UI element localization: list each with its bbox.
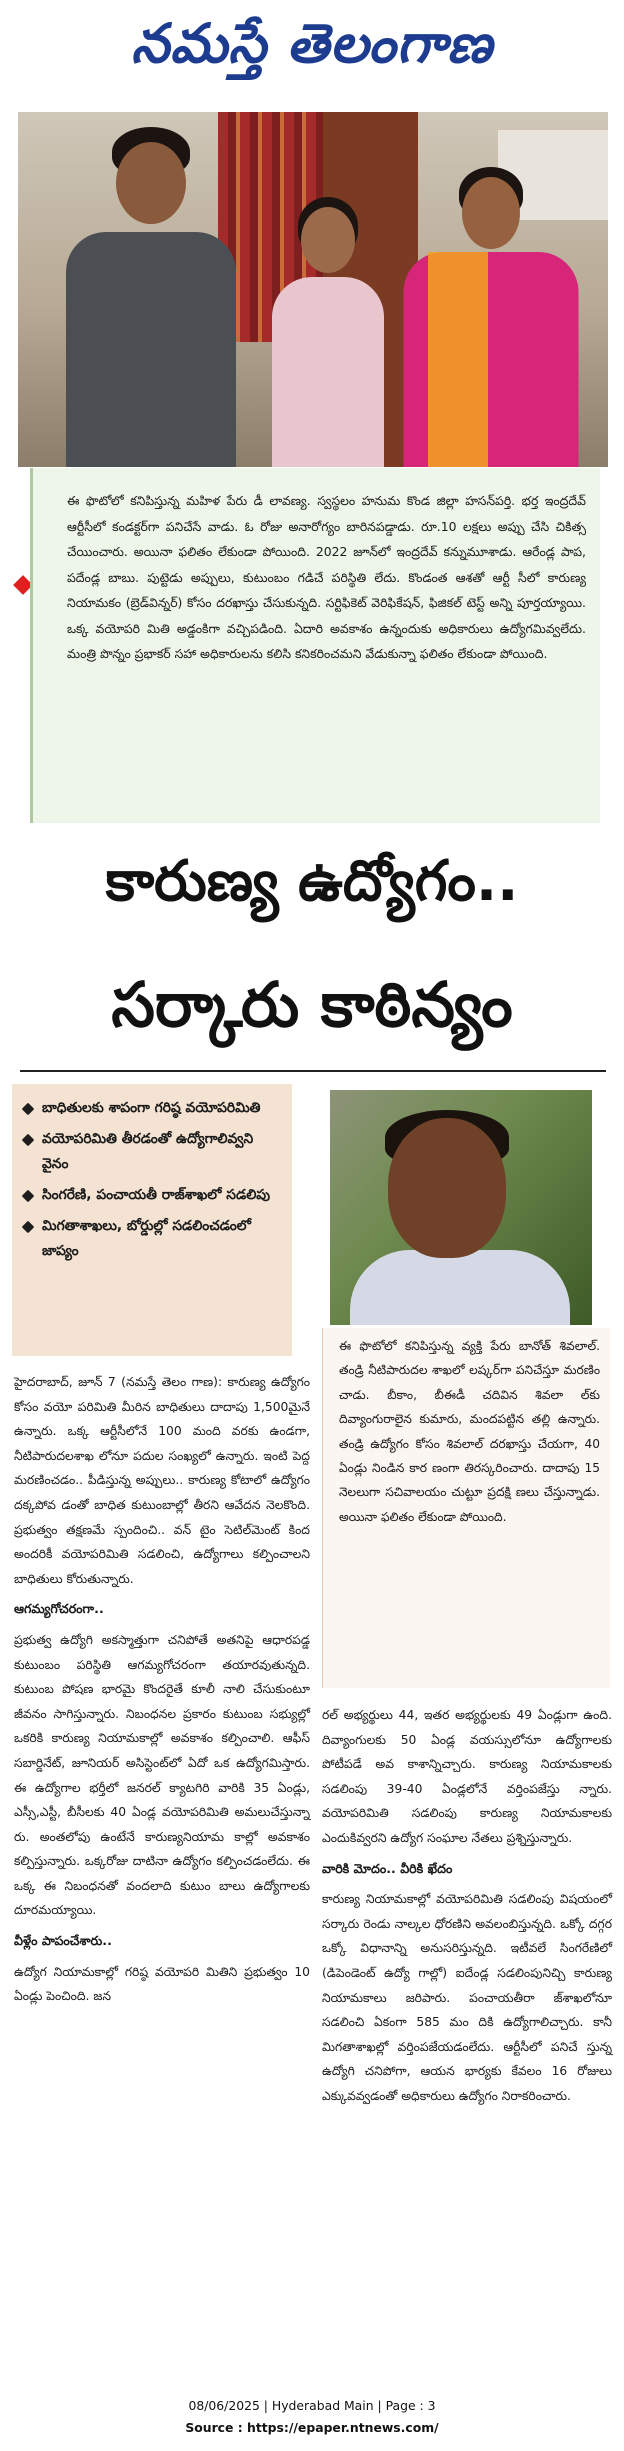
photo-person-woman	[403, 167, 578, 467]
source-link[interactable]: Source : https://epaper.ntnews.com/	[185, 2420, 439, 2435]
edition-info: 08/06/2025 | Hyderabad Main | Page : 3	[188, 2398, 436, 2413]
square-bullet-icon	[22, 1103, 35, 1116]
article-paragraph: ఉద్యోగ నియామకాల్లో గరిష్ఠ వయోపరి మితిని ప్రభుత్వం 10 ఏండ్లు పెంచింది. జన	[14, 1964, 310, 2004]
square-bullet-icon	[22, 1221, 35, 1234]
headline-line-1: కారుణ్య ఉద్యోగం..	[105, 849, 519, 914]
photo-person-girl	[268, 197, 388, 467]
highlight-item: సింగరేణి, పంచాయతీ రాజ్‌శాఖలో సడలిపు	[22, 1183, 282, 1208]
article-paragraph: ప్రభుత్వ ఉద్యోగి అకస్మాత్తుగా చనిపోతే అతనిపై ఆధారపడ్డ కుటుంబం పరిస్థితి ఆగమ్యగోచరంగా తయారవుతున్నది. కుటుంబ పోషణ భారమై కొందరైతే కూలీ నాలి చేసుకుంటూ జీవనం సాగిస్తున్నారు. నిబంధనల ప్రకారం కుటుంబ సభ్యుల్లో ఒకరికి కారుణ్య నియామకాల్లో అవకాశం కల్పించాలి. ఆఫీస్ సబార్డినేట్, జూనియర్ అసిస్టెంట్‌లో ఏదో ఒక ఉద్యోగమిస్తారు. ఈ ఉద్యోగాల భర్తీలో జనరల్ క్యాటగిరి వారికి 35 ఏండ్లు, ఎస్సీ,ఎస్టీ, బీసీలకు 40 ఏండ్ల వయోపరిమితి అమలుచేస్తున్నా రు. అంతలోపు ఉంటేనే కారుణ్యనియామ కాల్లో అవకాశం కల్పిస్తున్నారు. ఒక్కరోజు దాటినా ఉద్యోగం కల్పించడంలేదు. ఈ ఒక్క ఈ నిబంధనతో వందలాది కుటుం బాలు ఉద్యోగాలకు దూరమయ్యాయి.	[14, 1632, 310, 1918]
article-subheading: వారికి మోదం.. వీరికి ఖేదం	[322, 1860, 453, 1876]
square-bullet-icon	[22, 1190, 35, 1203]
highlights-box	[12, 1084, 292, 1356]
family-photo	[18, 112, 608, 467]
article-subheading: వీళ్లేం పాపంచేశారు..	[14, 1933, 112, 1949]
highlight-item: బాధితులకు శాపంగా గరిష్ఠ వయోపరిమితి	[22, 1096, 282, 1121]
man-portrait-photo	[330, 1090, 592, 1325]
highlight-item: వయోపరిమితి తీరడంతో ఉద్యోగాలివ్వని వైనం	[22, 1127, 282, 1177]
article-column-left	[14, 1370, 310, 2385]
headline-line-2: సర్కారు కాఠిన్యం	[111, 968, 513, 1041]
newspaper-title: నమస్తే తెలంగాణ	[131, 11, 493, 75]
article-paragraph: రల్ అభ్యర్థులు 44, ఇతర అభ్యర్థులకు 49 ఏండ్లుగా ఉంది. దివ్యాంగులకు 50 ఏండ్ల వయస్సులోనూ ఉద్యోగాలకు పోటీపడే అవ కాశాన్నిచ్చారు. కారుణ్య నియామకాలకు సడలింపు 39-40 ఏండ్లలోనే వర్తింపజేస్తు న్నారు. వయోపరిమితి సడలింపు కారుణ్య నియామకాలకు ఎందుకివ్వరని ఉద్యోగ సంఘాల నేతలు ప్రశ్నిస్తున్నారు.	[322, 1708, 612, 1845]
top-photo-caption	[30, 468, 600, 823]
article-paragraph: కారుణ్య నియామకాల్లో వయోపరిమితి సడలింపు విషయంలో సర్కారు రెండు నాల్కల ధోరణిని అవలంబిస్తున్నది. ఒక్కో దగ్గర ఒక్కో విధానాన్ని అనుసరిస్తున్నది. ఇటీవలే సింగరేణిలో (డిపెండెంట్ ఉద్యో గాల్లో) ఐదేండ్ల సడలింపునిచ్చి కారుణ్య నియామకాలు జరిపారు. పంచాయతీరా జ్‌శాఖలోనూ సడలించి ఏకంగా 585 మం దికి ఉద్యోగాలిచ్చారు. కానీ మిగతాశాఖల్లో వర్తింపజేయడంలేదు. ఆర్టీసీలో పనిచే స్తున్న ఉద్యోగి చనిపోగా, ఆయన భార్యకు కేవలం 16 రోజులు ఎక్కువవ్వడంతో అధికారులు ఉద్యోగం నిరాకరించారు.	[322, 1892, 612, 2103]
article-paragraph: హైదరాబాద్, జూన్ 7 (నమస్తే తెలం గాణ): కారుణ్య ఉద్యోగం కోసం వయో పరిమితి మీరిన బాధితులు దాదాపు 1,500మైనే ఉన్నారు. ఒక్క ఆర్టీసీలోనే 100 మంది వరకు ఉండగా, నీటిపారుదలశాఖ లోనూ పదుల సంఖ్యలో ఉన్నారు. ఇంటి పెద్ద మరణించడం.. పీడిస్తున్న అప్పులు.. కారుణ్య కోటాలో ఉద్యోగం దక్కపోవ డంతో బాధిత కుటుంబాల్లో తీరని ఆవేదన నెలకొంది. ప్రభుత్వం తక్షణమే స్పందించి.. వన్ టైం సెటిల్‌మెంట్ కింద అందరికీ వయోపరిమితి సడలించి, ఉద్యోగాలు కల్పించాలని బాధితులు కోరుతున్నారు.	[14, 1375, 310, 1586]
headline-divider	[20, 1070, 606, 1072]
portrait-caption	[322, 1328, 610, 1688]
page-footer	[0, 2395, 624, 2439]
photo-person-boy	[66, 112, 236, 467]
top-caption-text: ఈ ఫొటోలో కనిపిస్తున్న మహిళ పేరు డీ లావణ్య. స్వస్థలం హనుమ కొండ జిల్లా హసన్‌పర్తి. భర్త ఇంద్రదేవ్ ఆర్టీసీలో కండక్టర్‌గా పనిచేసే వాడు. ఓ రోజు అనారోగ్యం బారినపడ్డాడు. రూ.10 లక్షలు అప్పు చేసి చికిత్స చేయించారు. అయినా ఫలితం లేకుండా పోయింది. 2022 జూన్‌లో ఇంద్రదేవ్ కన్నుమూశాడు. ఆరేండ్ల పాప, పదేండ్ల బాబు. పుట్టెడు అప్పులు, కుటుంబం గడిచే పరిస్థితి లేదు. కొండంత ఆశతో ఆర్టీ సీలో కారుణ్య నియామకం (బ్రెడ్‌విన్నర్) కోసం దరఖాస్తు చేసుకున్నది. సర్టిఫికెట్ వెరిఫికేషన్, ఫిజికల్ టెస్ట్ అన్ని పూర్తయ్యాయి. ఒక్క వయోపరి మితి అడ్డంకిగా వచ్చిపడింది. ఏదారి అవకాశం ఉన్నందుకు అధికారులు ఉద్యోగమివ్వలేదు. మంత్రి పొన్నం ప్రభాకర్ సహా అధికారులను కలిసి కనికరించమని వేడుకున్నా ఫలితం లేకుండా పోయింది.	[67, 493, 586, 661]
highlight-item: మిగతాశాఖలు, బోర్డుల్లో సడలించడంలో జాప్యం	[22, 1214, 282, 1264]
portrait-caption-text: ఈ ఫొటోలో కనిపిస్తున్న వ్యక్తి పేరు బానోత్ శివలాల్. తండ్రి నీటిపారుదల శాఖలో లష్కర్‌గా పనిచేస్తూ మరణిం చాడు. బీకాం, బీఈడీ చదివిన శివలా ల్‌కు దివ్యాంగురాలైన కుమారు, మందపట్టిన తల్లి ఉన్నారు. తండ్రి ఉద్యోగం కోసం శివలాల్ దరఖాస్తు చేయగా, 40 ఏండ్లు నిండిన కార ణంగా తిరస్కరించారు. దాదాపు 15 నెలలుగా సచివాలయం చుట్టూ ప్రదక్షి ణలు చేస్తున్నాడు. అయినా ఫలితం లేకుండా పోయింది.	[339, 1339, 600, 1524]
masthead	[0, 0, 624, 100]
article-column-right	[322, 1703, 612, 2388]
square-bullet-icon	[22, 1134, 35, 1147]
article-subheading: ఆగమ్యగోచరంగా..	[14, 1601, 104, 1617]
